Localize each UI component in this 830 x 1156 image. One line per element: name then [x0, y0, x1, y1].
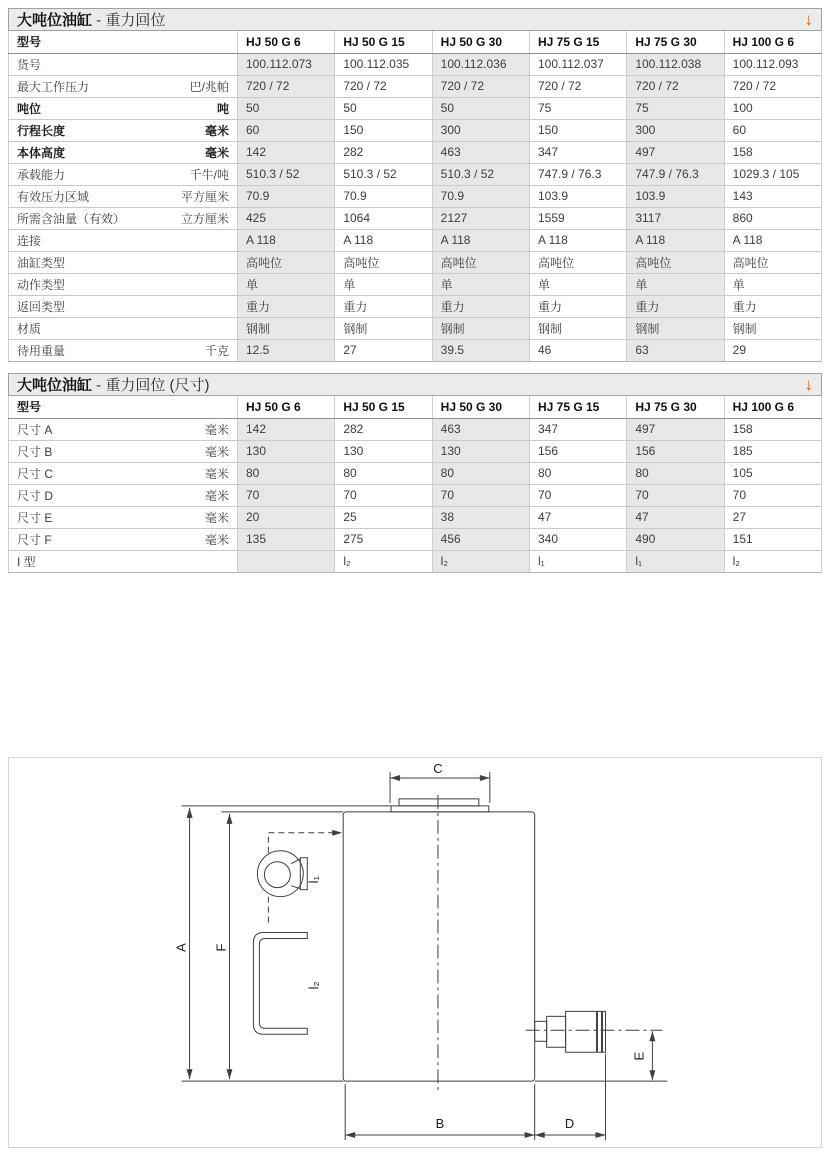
value-cell: 钢制	[335, 317, 432, 339]
row-label: I 型	[17, 554, 36, 569]
cylinder-dimension-diagram	[8, 757, 822, 1148]
value-cell: 151	[724, 528, 821, 550]
row-label-cell	[9, 185, 238, 207]
value-cell: 单	[432, 273, 529, 295]
section-title: 大吨位油缸	[17, 12, 93, 29]
value-cell: 490	[627, 528, 724, 550]
value-cell: 100.112.073	[238, 53, 335, 75]
table-row	[9, 251, 822, 273]
dim-label-d: D	[564, 1116, 575, 1132]
value-cell: 1064	[335, 207, 432, 229]
row-label-cell	[9, 163, 238, 185]
value-cell: 80	[335, 462, 432, 484]
table-row	[9, 273, 822, 295]
row-label-cell	[9, 440, 238, 462]
value-cell: 510.3 / 52	[335, 163, 432, 185]
value-cell: 80	[432, 462, 529, 484]
value-cell: 50	[238, 97, 335, 119]
row-label: 尺寸 C	[17, 466, 54, 481]
value-cell: 高吨位	[627, 251, 724, 273]
row-label-cell	[9, 119, 238, 141]
value-cell: 282	[335, 418, 432, 440]
value-cell: 70	[432, 484, 529, 506]
dim-label-c: C	[433, 760, 443, 776]
value-cell: 860	[724, 207, 821, 229]
row-unit: 毫米	[204, 123, 229, 138]
value-cell: 单	[724, 273, 821, 295]
table-row	[9, 207, 822, 229]
value-cell: 47	[627, 506, 724, 528]
row-label: 尺寸 E	[17, 510, 53, 525]
value-cell: 29	[724, 339, 821, 361]
column-header-model: HJ 75 G 15	[529, 31, 626, 53]
value-cell: A 118	[335, 229, 432, 251]
value-cell: 275	[335, 528, 432, 550]
row-label-cell	[9, 75, 238, 97]
value-cell: 80	[529, 462, 626, 484]
column-header-model: HJ 50 G 6	[238, 396, 335, 418]
dim-label-a: A	[173, 943, 189, 952]
value-cell: 150	[335, 119, 432, 141]
value-cell: A 118	[432, 229, 529, 251]
value-cell: 75	[627, 97, 724, 119]
value-cell: 80	[238, 462, 335, 484]
table-row	[9, 185, 822, 207]
section-title: 大吨位油缸	[17, 377, 93, 394]
coupling-nipple	[535, 1011, 606, 1052]
row-label-cell	[9, 506, 238, 528]
row-label: 尺寸 D	[17, 488, 54, 503]
value-cell: 142	[238, 141, 335, 163]
value-cell: 130	[335, 440, 432, 462]
value-cell: 158	[724, 141, 821, 163]
technical-drawing	[9, 758, 821, 1147]
value-cell: 1559	[529, 207, 626, 229]
value-cell: 27	[335, 339, 432, 361]
value-cell: 300	[627, 119, 724, 141]
value-cell: 27	[724, 506, 821, 528]
value-cell: 20	[238, 506, 335, 528]
value-cell: 重力	[432, 295, 529, 317]
value-cell: l₂	[335, 550, 432, 572]
row-label-cell	[9, 273, 238, 295]
value-cell: 70	[627, 484, 724, 506]
value-cell: 456	[432, 528, 529, 550]
label-l1: l₁	[306, 876, 322, 884]
table-row	[9, 163, 822, 185]
column-header-model: HJ 75 G 30	[627, 31, 724, 53]
value-cell: l₂	[432, 550, 529, 572]
row-label: 待用重量	[17, 343, 66, 358]
value-cell: 70	[529, 484, 626, 506]
value-cell: 钢制	[238, 317, 335, 339]
value-cell: 100.112.093	[724, 53, 821, 75]
row-label: 本体高度	[17, 145, 66, 160]
dim-B	[345, 1084, 535, 1140]
value-cell: 100.112.038	[627, 53, 724, 75]
table-row	[9, 75, 822, 97]
section-titlebar	[8, 8, 822, 31]
table-row	[9, 506, 822, 528]
row-label: 行程长度	[17, 123, 66, 138]
column-header-model: HJ 100 G 6	[724, 396, 821, 418]
value-cell: 425	[238, 207, 335, 229]
value-cell: 高吨位	[724, 251, 821, 273]
value-cell: 70.9	[335, 185, 432, 207]
value-cell: 747.9 / 76.3	[529, 163, 626, 185]
table-row	[9, 339, 822, 361]
row-unit: 毫米	[204, 532, 229, 547]
value-cell: 单	[335, 273, 432, 295]
value-cell: 38	[432, 506, 529, 528]
spec-table-section	[8, 8, 822, 362]
value-cell: 47	[529, 506, 626, 528]
table-row	[9, 97, 822, 119]
value-cell: 510.3 / 52	[238, 163, 335, 185]
value-cell: 720 / 72	[238, 75, 335, 97]
value-cell: 103.9	[529, 185, 626, 207]
column-header-model: HJ 50 G 30	[432, 31, 529, 53]
value-cell: A 118	[724, 229, 821, 251]
row-label: 动作类型	[17, 277, 66, 292]
row-unit: 立方厘米	[180, 211, 229, 226]
row-unit: 毫米	[204, 444, 229, 459]
value-cell: 2127	[432, 207, 529, 229]
download-arrow-icon[interactable]: ↓	[804, 375, 813, 394]
row-label: 尺寸 F	[17, 532, 52, 547]
row-label-cell	[9, 207, 238, 229]
row-label-cell	[9, 484, 238, 506]
cylinder-body	[343, 812, 535, 1081]
table-row	[9, 418, 822, 440]
value-cell: 重力	[529, 295, 626, 317]
row-unit: 毫米	[204, 488, 229, 503]
row-label: 有效压力区域	[17, 189, 90, 204]
value-cell: 80	[627, 462, 724, 484]
l1-leader	[268, 833, 333, 853]
value-cell: 150	[529, 119, 626, 141]
value-cell: 185	[724, 440, 821, 462]
value-cell: 463	[432, 418, 529, 440]
row-label-cell	[9, 528, 238, 550]
value-cell: 497	[627, 141, 724, 163]
row-label-cell	[9, 317, 238, 339]
value-cell: 63	[627, 339, 724, 361]
column-header-model: HJ 75 G 30	[627, 396, 724, 418]
row-label-cell	[9, 229, 238, 251]
row-label-cell	[9, 462, 238, 484]
column-header-model: HJ 50 G 6	[238, 31, 335, 53]
value-cell: 70	[724, 484, 821, 506]
value-cell: 300	[432, 119, 529, 141]
table-row	[9, 528, 822, 550]
label-l2: l₂	[306, 981, 322, 990]
row-label: 吨位	[17, 101, 42, 116]
value-cell: 钢制	[724, 317, 821, 339]
value-cell: 70.9	[238, 185, 335, 207]
row-unit: 平方厘米	[180, 189, 229, 204]
value-cell: 60	[724, 119, 821, 141]
dim-label-f: F	[213, 943, 229, 952]
value-cell: 钢制	[529, 317, 626, 339]
value-cell: 重力	[627, 295, 724, 317]
row-unit: 毫米	[204, 422, 229, 437]
table-row	[9, 317, 822, 339]
value-cell: 103.9	[627, 185, 724, 207]
column-header-model: HJ 50 G 15	[335, 396, 432, 418]
row-label-cell	[9, 295, 238, 317]
row-label: 返回类型	[17, 299, 66, 314]
value-cell: 70.9	[432, 185, 529, 207]
value-cell: 70	[335, 484, 432, 506]
value-cell: 347	[529, 418, 626, 440]
value-cell: 105	[724, 462, 821, 484]
table-row	[9, 550, 822, 572]
value-cell: 3117	[627, 207, 724, 229]
row-label: 承载能力	[17, 167, 66, 182]
value-cell: 重力	[724, 295, 821, 317]
value-cell: l₁	[529, 550, 626, 572]
value-cell: 60	[238, 119, 335, 141]
row-label: 油缸类型	[17, 255, 66, 270]
value-cell: 100.112.037	[529, 53, 626, 75]
value-cell: 720 / 72	[335, 75, 432, 97]
table-row	[9, 119, 822, 141]
row-label: 所需含油量（有效）	[17, 211, 126, 226]
value-cell: 130	[238, 440, 335, 462]
value-cell: 100.112.036	[432, 53, 529, 75]
value-cell: 463	[432, 141, 529, 163]
value-cell: 100	[724, 97, 821, 119]
row-label-cell	[9, 141, 238, 163]
dim-A	[182, 806, 391, 1081]
row-label: 最大工作压力	[17, 79, 90, 94]
row-label-cell	[9, 339, 238, 361]
value-cell: 497	[627, 418, 724, 440]
value-cell: 高吨位	[432, 251, 529, 273]
value-cell: 1029.3 / 105	[724, 163, 821, 185]
table-row	[9, 141, 822, 163]
value-cell: 347	[529, 141, 626, 163]
row-label-cell	[9, 53, 238, 75]
value-cell: 282	[335, 141, 432, 163]
value-cell: 50	[432, 97, 529, 119]
row-label-cell	[9, 418, 238, 440]
row-unit: 千克	[204, 343, 229, 358]
spec-table	[8, 31, 822, 362]
value-cell: 39.5	[432, 339, 529, 361]
value-cell: 130	[432, 440, 529, 462]
value-cell: 单	[238, 273, 335, 295]
value-cell: 156	[529, 440, 626, 462]
value-cell: 46	[529, 339, 626, 361]
row-label-cell	[9, 550, 238, 572]
value-cell: 720 / 72	[627, 75, 724, 97]
value-cell: 单	[529, 273, 626, 295]
value-cell: 720 / 72	[432, 75, 529, 97]
value-cell: 50	[335, 97, 432, 119]
row-unit: 千牛/吨	[189, 167, 229, 182]
dimension-arrowheads	[187, 775, 656, 1138]
value-cell: 747.9 / 76.3	[627, 163, 724, 185]
table-row	[9, 53, 822, 75]
value-cell: 25	[335, 506, 432, 528]
value-cell: 重力	[238, 295, 335, 317]
value-cell: 720 / 72	[724, 75, 821, 97]
column-header-model: HJ 75 G 15	[529, 396, 626, 418]
header-model-label: 型号	[9, 396, 238, 418]
column-header-model: HJ 50 G 15	[335, 31, 432, 53]
lifting-eye	[257, 851, 307, 897]
value-cell: l₂	[724, 550, 821, 572]
cylinder-saddle	[391, 799, 489, 812]
value-cell: A 118	[238, 229, 335, 251]
row-label: 尺寸 A	[17, 422, 53, 437]
row-label-cell	[9, 97, 238, 119]
dimensions-table-section	[8, 373, 822, 573]
column-header-model: HJ 50 G 30	[432, 396, 529, 418]
value-cell: 12.5	[238, 339, 335, 361]
dim-label-e: E	[631, 1051, 647, 1061]
table-row	[9, 484, 822, 506]
row-unit: 吨	[216, 101, 229, 116]
value-cell: 135	[238, 528, 335, 550]
value-cell: 340	[529, 528, 626, 550]
value-cell: 钢制	[432, 317, 529, 339]
row-label: 材质	[17, 321, 42, 336]
row-label: 连接	[17, 233, 42, 248]
value-cell: 单	[627, 273, 724, 295]
section-subtitle: - 重力回位 (尺寸)	[92, 377, 210, 394]
download-arrow-icon[interactable]: ↓	[804, 10, 813, 29]
table-row	[9, 440, 822, 462]
dim-F	[221, 812, 343, 1079]
value-cell: 70	[238, 484, 335, 506]
value-cell: 158	[724, 418, 821, 440]
value-cell	[238, 550, 335, 572]
dimensions-table	[8, 396, 822, 573]
table-row	[9, 462, 822, 484]
value-cell: 143	[724, 185, 821, 207]
table-row	[9, 229, 822, 251]
value-cell: 510.3 / 52	[432, 163, 529, 185]
value-cell: 156	[627, 440, 724, 462]
dim-C	[390, 772, 490, 803]
value-cell: 高吨位	[529, 251, 626, 273]
header-model-label: 型号	[9, 31, 238, 53]
value-cell: 重力	[335, 295, 432, 317]
value-cell: A 118	[627, 229, 724, 251]
value-cell: 100.112.035	[335, 53, 432, 75]
value-cell: 钢制	[627, 317, 724, 339]
row-label-cell	[9, 251, 238, 273]
value-cell: 高吨位	[238, 251, 335, 273]
section-subtitle: - 重力回位	[92, 12, 166, 29]
value-cell: 142	[238, 418, 335, 440]
column-header-model: HJ 100 G 6	[724, 31, 821, 53]
row-unit: 毫米	[204, 466, 229, 481]
value-cell: l₁	[627, 550, 724, 572]
value-cell: 75	[529, 97, 626, 119]
dim-label-b: B	[435, 1116, 445, 1132]
value-cell: 高吨位	[335, 251, 432, 273]
row-label: 货号	[17, 57, 42, 72]
row-unit: 毫米	[204, 510, 229, 525]
row-unit: 毫米	[204, 145, 229, 160]
value-cell: A 118	[529, 229, 626, 251]
section-titlebar	[8, 373, 822, 396]
value-cell: 720 / 72	[529, 75, 626, 97]
carry-handle	[253, 933, 307, 1035]
row-unit: 巴/兆帕	[189, 79, 229, 94]
row-label: 尺寸 B	[17, 444, 53, 459]
table-row	[9, 295, 822, 317]
